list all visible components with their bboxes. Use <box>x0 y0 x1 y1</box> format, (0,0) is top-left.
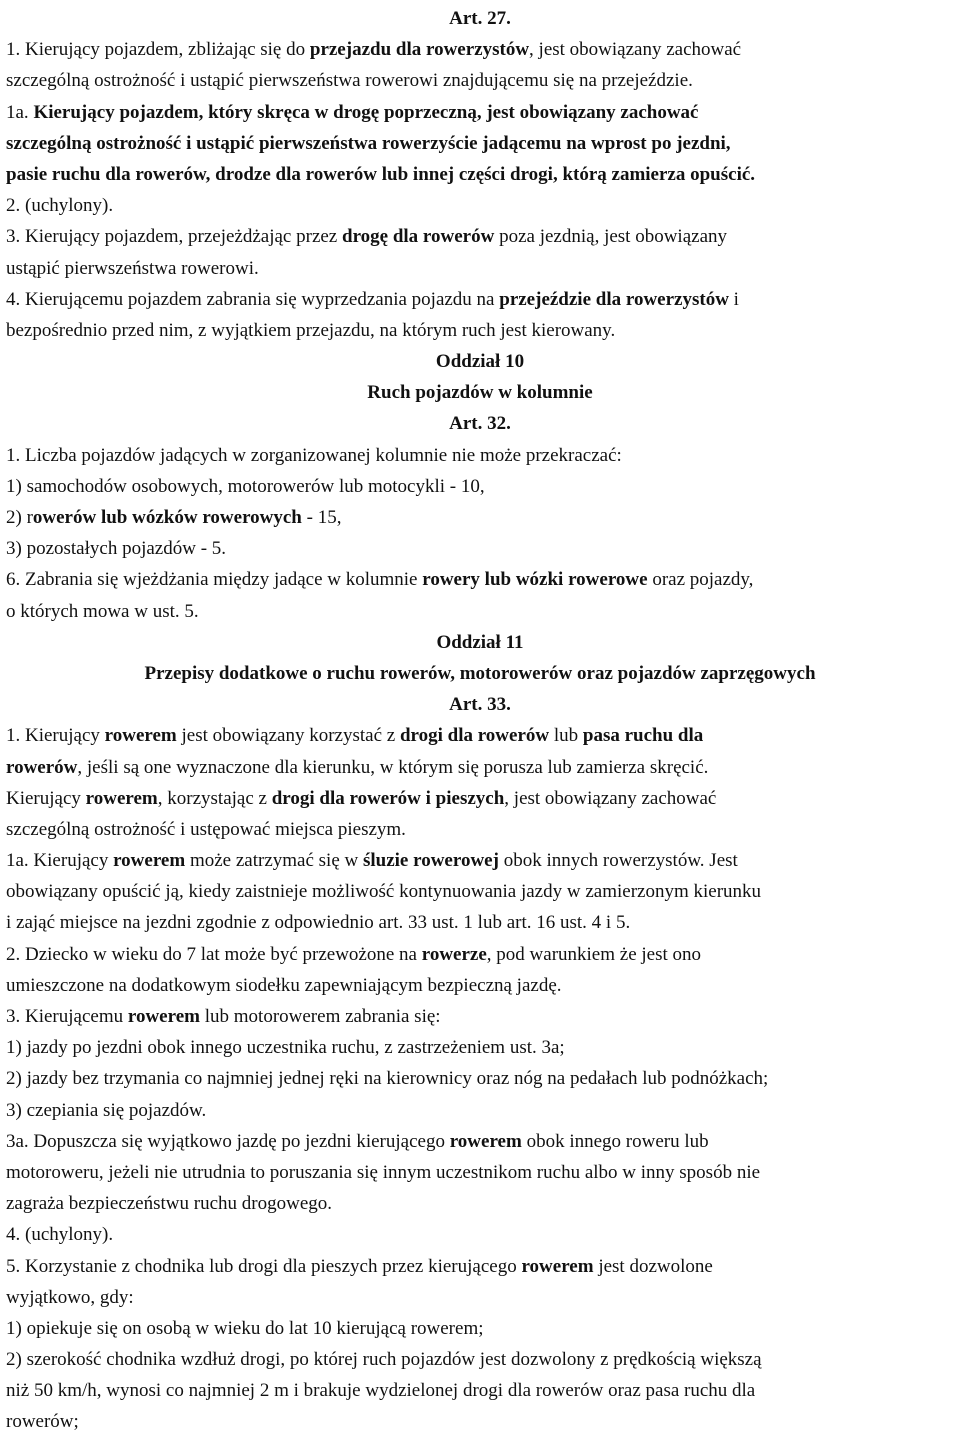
section-heading-line <box>6 346 954 377</box>
text-line <box>6 253 954 284</box>
text-line <box>6 1375 954 1406</box>
text-line <box>6 159 954 190</box>
text-run: rowerów; <box>6 1411 79 1433</box>
bold-text-run: Ruch pojazdów w kolumnie <box>367 382 593 404</box>
text-run: 1. Kierujący pojazdem, zbliżając się do <box>6 39 310 61</box>
text-run: motoroweru, jeżeli nie utrudnia to poruszania się innym uczestnikom ruchu albo w inny sposób nie <box>6 1161 761 1183</box>
text-run: jest obowiązany korzystać z <box>176 725 400 747</box>
text-line <box>6 533 954 564</box>
text-line <box>6 596 954 627</box>
bold-text-run: Kierujący pojazdem, który skręca w drogę poprzeczną, jest obowiązany zachować <box>33 101 699 123</box>
text-run: 3) pozostałych pojazdów - 5. <box>6 538 227 560</box>
text-run: poza jezdnią, jest obowiązany <box>494 226 728 248</box>
text-run: szczególną ostrożność i ustępować miejsca pieszym. <box>6 818 406 840</box>
section-heading-line <box>6 658 954 689</box>
text-line <box>6 1095 954 1126</box>
bold-text-run: owerów lub wózków rowerowych <box>32 507 302 528</box>
text-line <box>6 720 954 751</box>
text-line <box>6 97 954 128</box>
text-run: ustąpić pierwszeństwa rowerowi. <box>6 257 259 279</box>
text-line <box>6 315 954 346</box>
bold-text-run: Art. 27. <box>449 8 511 29</box>
text-line <box>6 1406 954 1437</box>
text-run: , pod warunkiem że jest ono <box>486 943 702 965</box>
text-line <box>6 440 954 471</box>
text-line <box>6 1032 954 1063</box>
text-run: lub motorowerem zabrania się: <box>199 1006 441 1027</box>
text-line <box>6 284 954 315</box>
text-run: 5. Korzystanie z chodnika lub drogi dla pieszych przez kierującego <box>6 1255 522 1277</box>
bold-text-run: rowery lub wózki rowerowe <box>422 569 648 591</box>
text-run: 2. Dziecko w wieku do 7 lat może być przewożone na <box>6 943 422 965</box>
bold-text-run: rowerów <box>6 756 78 778</box>
text-run: 2) r <box>6 507 33 528</box>
text-line <box>6 939 954 970</box>
bold-text-run: rowerem <box>85 787 158 809</box>
text-line <box>6 190 954 221</box>
text-run: , jest obowiązany zachować <box>529 39 742 61</box>
section-heading-line <box>6 627 954 658</box>
text-run: 3) czepiania się pojazdów. <box>6 1099 207 1121</box>
section-heading-line <box>6 408 954 439</box>
text-line <box>6 1313 954 1344</box>
text-line <box>6 564 954 595</box>
bold-text-run: rowerem <box>104 725 177 747</box>
text-line <box>6 1282 954 1313</box>
text-run: obok innego roweru lub <box>521 1130 709 1152</box>
bold-text-run: Oddział 10 <box>435 351 525 373</box>
text-run: , jeśli są one wyznaczone dla kierunku, w którym się porusza lub zamierza skręcić. <box>77 756 709 778</box>
bold-text-run: szczególną ostrożność i ustąpić pierwszeństwa rowerzyście jadącemu na wprost po jezdni, <box>6 132 731 154</box>
text-run: i zająć miejsce na jezdni zgodnie z odpowiednio art. 33 ust. 1 lub art. 16 ust. 4 i 5. <box>6 912 631 934</box>
text-line <box>6 65 954 96</box>
section-heading-line <box>6 689 954 720</box>
text-line <box>6 1219 954 1250</box>
document-body <box>6 0 954 1438</box>
bold-text-run: rowerem <box>449 1130 522 1152</box>
text-run: 1. Kierujący <box>6 725 105 747</box>
text-run: obok innych rowerzystów. Jest <box>498 850 738 872</box>
text-run: 1. Liczba pojazdów jadących w zorganizowanej kolumnie nie może przekraczać: <box>6 444 622 466</box>
text-run: umieszczone na dodatkowym siodełku zapewniającym bezpieczną jazdę. <box>6 974 562 996</box>
text-run: jest dozwolone <box>593 1255 713 1277</box>
text-run: 4. Kierującemu pojazdem zabrania się wyprzedzania pojazdu na <box>6 288 500 310</box>
text-line <box>6 1001 954 1032</box>
bold-text-run: Przepisy dodatkowe o ruchu rowerów, motorowerów oraz pojazdów zaprzęgowych <box>144 662 816 684</box>
text-run: oraz pojazdy, <box>647 569 754 591</box>
text-run: 1) opiekuje się on osobą w wieku do lat 10 kierującą rowerem; <box>6 1317 484 1339</box>
text-run: 4. (uchylony). <box>6 1224 114 1246</box>
text-line <box>6 970 954 1001</box>
text-run: 6. Zabrania się wjeżdżania między jadące w kolumnie <box>6 569 423 591</box>
text-line <box>6 221 954 252</box>
text-line <box>6 34 954 65</box>
text-line <box>6 1063 954 1094</box>
text-line <box>6 471 954 502</box>
text-run: 1a. <box>6 101 34 123</box>
bold-text-run: śluzie rowerowej <box>362 850 499 872</box>
text-run: 1a. Kierujący <box>6 850 114 872</box>
text-line <box>6 845 954 876</box>
text-run: o których mowa w ust. 5. <box>6 600 199 622</box>
text-run: 2) szerokość chodnika wzdłuż drogi, po której ruch pojazdów jest dozwolony z prędkością większą <box>6 1349 762 1371</box>
text-run: może zatrzymać się w <box>185 850 363 872</box>
text-line <box>6 876 954 907</box>
text-line <box>6 502 954 533</box>
bold-text-run: drogi dla rowerów i pieszych <box>271 787 505 809</box>
text-run: wyjątkowo, gdy: <box>6 1286 134 1308</box>
bold-text-run: pasa ruchu dla <box>582 725 704 747</box>
text-line <box>6 1188 954 1219</box>
bold-text-run: Art. 32. <box>449 413 511 435</box>
text-line <box>6 1344 954 1375</box>
section-heading-line <box>6 3 954 34</box>
text-line <box>6 1126 954 1157</box>
section-heading-line <box>6 377 954 408</box>
text-run: 3. Kierującemu <box>6 1006 128 1027</box>
text-run: 1) samochodów osobowych, motorowerów lub motocykli - 10, <box>6 475 485 497</box>
bold-text-run: rowerem <box>113 850 186 872</box>
text-line <box>6 814 954 845</box>
bold-text-run: przejeździe dla rowerzystów <box>499 288 729 310</box>
text-run: 2. (uchylony). <box>6 195 114 217</box>
text-line <box>6 1251 954 1282</box>
text-run: , korzystając z <box>157 787 272 809</box>
text-line <box>6 752 954 783</box>
text-run: Kierujący <box>6 787 86 809</box>
bold-text-run: Art. 33. <box>449 694 511 716</box>
text-run: szczególną ostrożność i ustąpić pierwszeństwa rowerowi znajdującemu się na przejeździe. <box>6 70 693 92</box>
bold-text-run: drogi dla rowerów <box>399 725 550 747</box>
text-run: i <box>728 288 739 310</box>
text-line <box>6 1157 954 1188</box>
bold-text-run: drogę dla rowerów <box>342 226 495 248</box>
text-run: zagraża bezpieczeństwu ruchu drogowego. <box>6 1193 333 1215</box>
text-run: 3a. Dopuszcza się wyjątkowo jazdę po jezdni kierującego <box>6 1130 450 1152</box>
bold-text-run: rowerem <box>127 1006 200 1027</box>
bold-text-run: Oddział 11 <box>436 631 524 653</box>
text-run: lub <box>549 725 583 747</box>
bold-text-run: pasie ruchu dla rowerów, drodze dla rowerów lub innej części drogi, którą zamierza opuścić. <box>6 163 756 185</box>
text-run: 3. Kierujący pojazdem, przejeżdżając przez <box>6 226 342 248</box>
text-run: 2) jazdy bez trzymania co najmniej jednej ręki na kierownicy oraz nóg na pedałach lub podnóżkach; <box>6 1068 769 1090</box>
text-run: niż 50 km/h, wynosi co najmniej 2 m i brakuje wydzielonej drogi dla rowerów oraz pasa ruchu dla <box>6 1380 756 1402</box>
text-line <box>6 783 954 814</box>
text-line <box>6 128 954 159</box>
text-run: - 15, <box>301 507 342 528</box>
text-run: , jest obowiązany zachować <box>504 787 717 809</box>
text-run: bezpośrednio przed nim, z wyjątkiem przejazdu, na którym ruch jest kierowany. <box>6 319 616 341</box>
bold-text-run: przejazdu dla rowerzystów <box>309 39 530 61</box>
text-line <box>6 907 954 938</box>
bold-text-run: rowerze <box>421 943 487 965</box>
text-run: 1) jazdy po jezdni obok innego uczestnika ruchu, z zastrzeżeniem ust. 3a; <box>6 1037 565 1059</box>
text-run: obowiązany opuścić ją, kiedy zaistnieje możliwość kontynuowania jazdy w zamierzonym kierunku <box>6 881 762 903</box>
bold-text-run: rowerem <box>521 1255 594 1277</box>
